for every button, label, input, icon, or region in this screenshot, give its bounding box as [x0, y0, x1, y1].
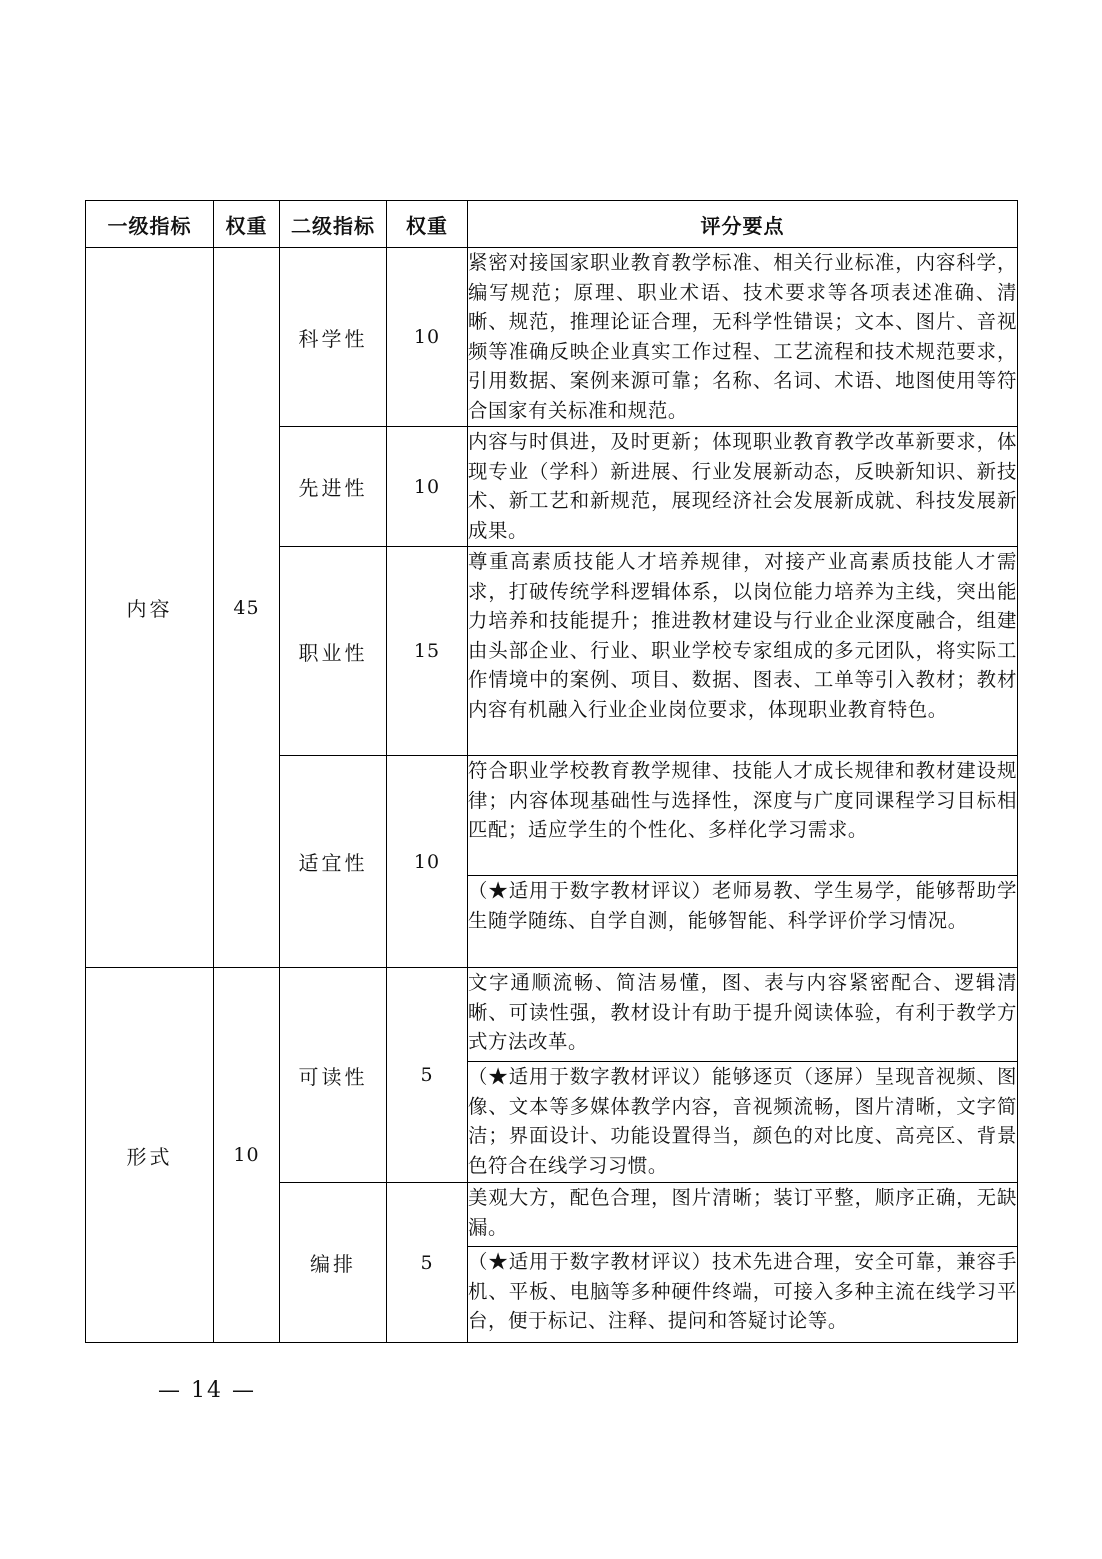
scoring-point: 内容与时俱进，及时更新；体现职业教育教学改革新要求，体现专业（学科）新进展、行业发展新动态，反映新知识、新技术、新工艺和新规范，展现经济社会发展新成就、科技发展新成果。: [468, 427, 1018, 547]
scoring-point: 符合职业学校教育教学规律、技能人才成长规律和教材建设规律；内容体现基础性与选择性，深度与广度同课程学习目标相匹配；适应学生的个性化、多样化学习需求。: [468, 756, 1018, 876]
table-row: [86, 248, 1018, 427]
level1-indicator-form: 形式: [86, 968, 214, 1343]
level2-indicator: 适宜性: [280, 756, 387, 968]
level2-weight: 10: [387, 248, 468, 427]
level1-weight-form: 10: [214, 968, 280, 1343]
level2-weight: 15: [387, 547, 468, 756]
level2-indicator: 编排: [280, 1183, 387, 1343]
level2-indicator: 可读性: [280, 968, 387, 1183]
scoring-point-digital: （★适用于数字教材评议）技术先进合理，安全可靠，兼容手机、平板、电脑等多种硬件终端，可接入多种主流在线学习平台，便于标记、注释、提问和答疑讨论等。: [468, 1247, 1018, 1343]
header-scoring-points: 评分要点: [468, 201, 1018, 248]
level2-weight: 5: [387, 968, 468, 1183]
header-level1-indicator: 一级指标: [86, 201, 214, 248]
page-number: — 14 —: [158, 1378, 256, 1403]
scoring-point-digital: （★适用于数字教材评议）老师易教、学生易学，能够帮助学生随学随练、自学自测，能够智能、科学评价学习情况。: [468, 876, 1018, 968]
scoring-point: 文字通顺流畅、简洁易懂，图、表与内容紧密配合、逻辑清晰、可读性强，教材设计有助于提升阅读体验，有利于教学方式方法改革。: [468, 968, 1018, 1062]
level2-indicator: 科学性: [280, 248, 387, 427]
level2-indicator: 职业性: [280, 547, 387, 756]
level2-weight: 10: [387, 427, 468, 547]
table-header-row: [86, 201, 1018, 248]
header-level2-indicator: 二级指标: [280, 201, 387, 248]
scoring-point: 紧密对接国家职业教育教学标准、相关行业标准，内容科学，编写规范；原理、职业术语、技术要求等各项表述准确、清晰、规范，推理论证合理，无科学性错误；文本、图片、音视频等准确反映企业真实工作过程、工艺流程和技术规范要求，引用数据、案例来源可靠；名称、名词、术语、地图使用等符合国家有关标准和规范。: [468, 248, 1018, 427]
scoring-point: 美观大方，配色合理，图片清晰；装订平整，顺序正确，无缺漏。: [468, 1183, 1018, 1247]
header-level2-weight: 权重: [387, 201, 468, 248]
scoring-point: 尊重高素质技能人才培养规律，对接产业高素质技能人才需求，打破传统学科逻辑体系，以岗位能力培养为主线，突出能力培养和技能提升；推进教材建设与行业企业深度融合，组建由头部企业、行业、职业学校专家组成的多元团队，将实际工作情境中的案例、项目、数据、图表、工单等引入教材；教材内容有机融入行业企业岗位要求，体现职业教育特色。: [468, 547, 1018, 756]
level1-indicator-content: 内容: [86, 248, 214, 968]
evaluation-table: [85, 200, 1018, 1343]
level2-indicator: 先进性: [280, 427, 387, 547]
level2-weight: 5: [387, 1183, 468, 1343]
table-row: [86, 968, 1018, 1062]
header-level1-weight: 权重: [214, 201, 280, 248]
level1-weight-content: 45: [214, 248, 280, 968]
scoring-point-digital: （★适用于数字教材评议）能够逐页（逐屏）呈现音视频、图像、文本等多媒体教学内容，音视频流畅，图片清晰，文字简洁；界面设计、功能设置得当，颜色的对比度、高亮区、背景色符合在线学习习惯。: [468, 1062, 1018, 1183]
level2-weight: 10: [387, 756, 468, 968]
